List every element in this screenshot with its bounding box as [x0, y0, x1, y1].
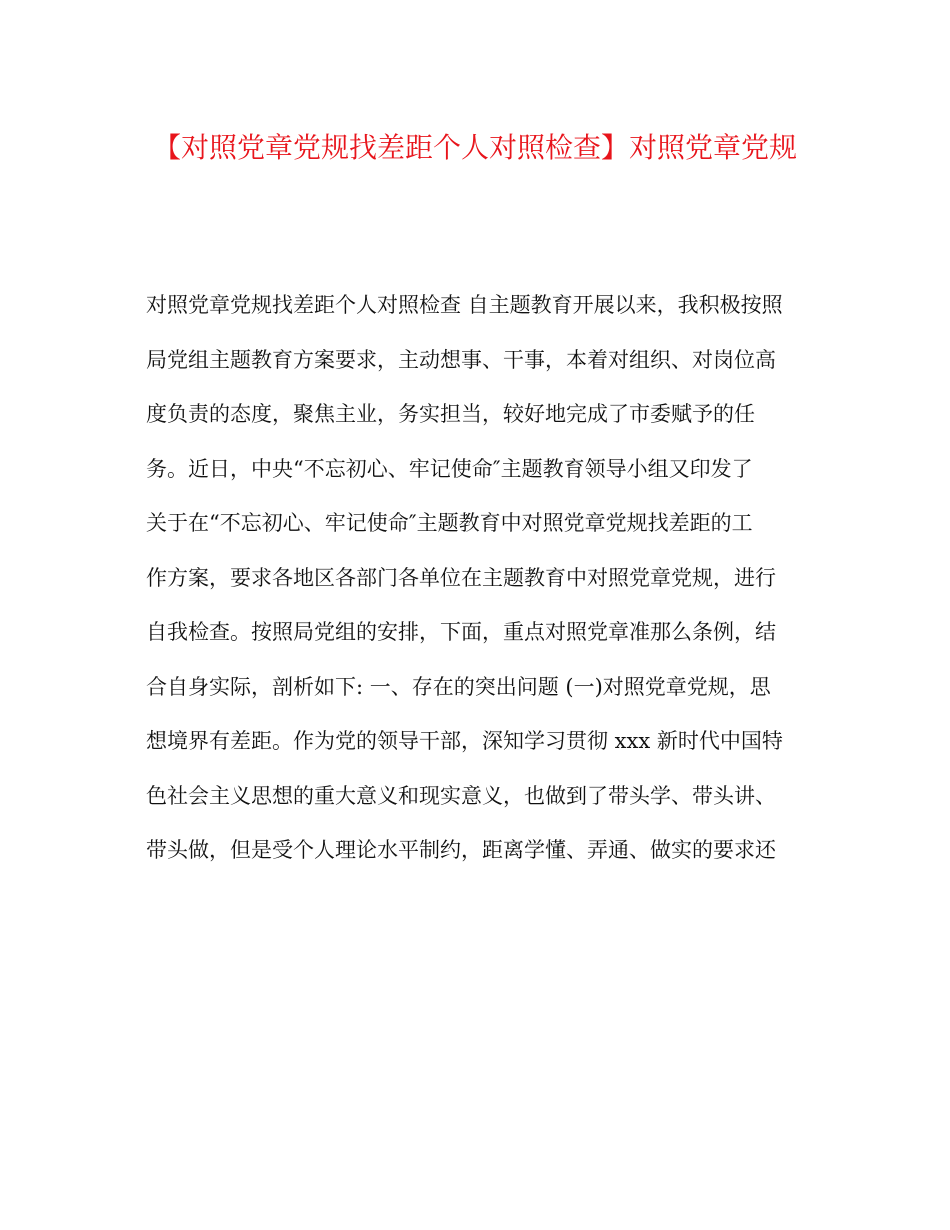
body-line: 色社会主义思想的重大意义和现实意义，也做到了带头学、带头讲、	[146, 783, 776, 808]
body-line: 合自身实际，剖析如下: 一、存在的突出问题 (一)对照党章党规，思	[146, 674, 771, 699]
body-line: 自我检查。按照局党组的安排，下面，重点对照党章准那么条例，结	[146, 620, 776, 644]
document-title: 【对照党章党规找差距个人对照检查】对照党章党规	[152, 131, 797, 164]
body-line: 想境界有差距。作为党的领导干部，深知学习贯彻 xxx 新时代中国特	[146, 729, 783, 753]
body-line: 带头做，但是受个人理论水平制约，距离学懂、弄通、做实的要求还	[146, 838, 776, 862]
body-line: 度负责的态度，聚焦主业，务实担当，较好地完成了市委赋予的任	[146, 402, 755, 426]
body-line: 务。近日，中央“不忘初心、牢记使命″主题教育领导小组又印发了	[146, 456, 753, 481]
body-line: 局党组主题教育方案要求，主动想事、干事，本着对组织、对岗位高	[146, 347, 776, 372]
document-body	[146, 284, 826, 884]
body-line: 对照党章党规找差距个人对照检查 自主题教育开展以来，我积极按照	[146, 293, 783, 317]
body-line: 关于在“不忘初心、牢记使命″主题教育中对照党章党规找差距的工	[146, 511, 753, 535]
body-line: 作方案，要求各地区各部门各单位在主题教育中对照党章党规，进行	[146, 565, 776, 590]
